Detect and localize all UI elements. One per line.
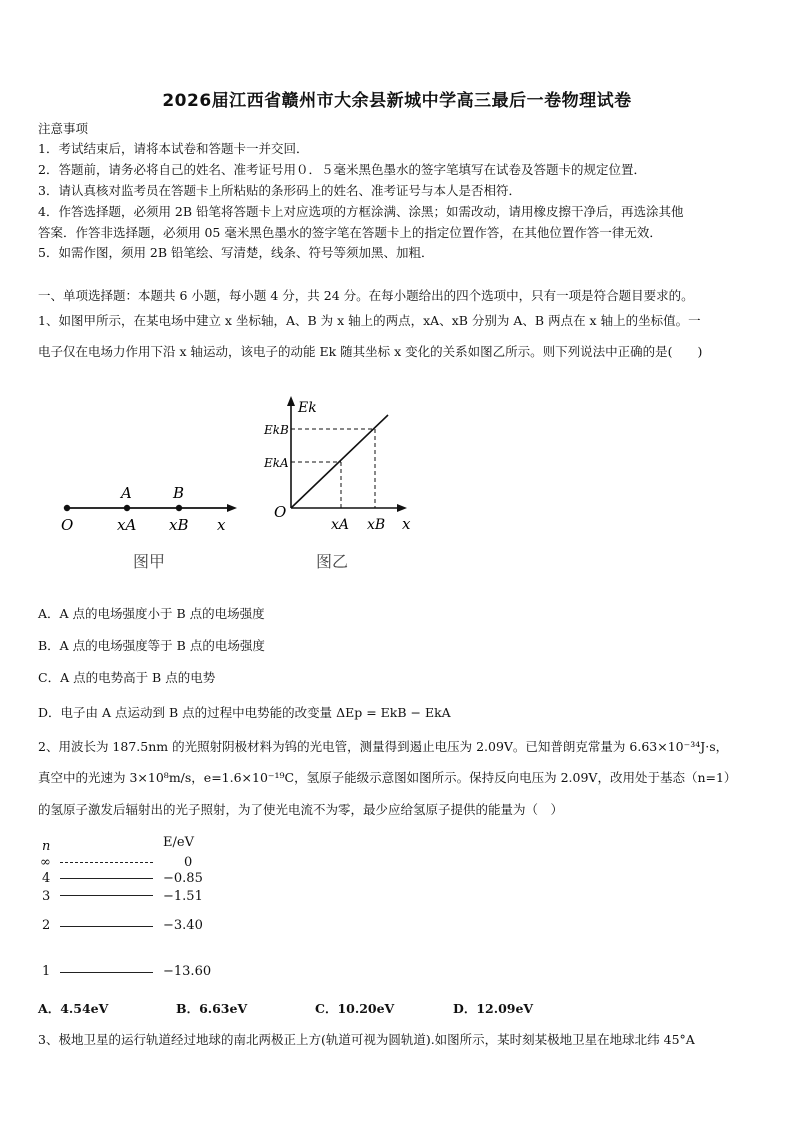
level-energy: −3.40 — [163, 918, 203, 933]
label-ek: Ek — [298, 400, 317, 416]
x-axis-arrow — [397, 504, 407, 512]
notice-item: 5．如需作图，须用 2B 铅笔绘、写清楚，线条、符号等须加黑、加粗． — [38, 245, 434, 260]
option-b: B．6.63eV — [176, 1001, 248, 1016]
level-line-2 — [60, 926, 153, 927]
level-energy: −13.60 — [163, 964, 212, 979]
level-n: 4 — [42, 871, 51, 886]
option-c: C．A 点的电势高于 B 点的电势 — [38, 670, 216, 685]
option-a: A．A 点的电场强度小于 B 点的电场强度 — [38, 606, 265, 621]
x-axis-arrow — [227, 504, 237, 512]
question-2-stem: 2、用波长为 187.5nm 的光照射阴极材料为钨的光电管，测量得到遏止电压为 2.09V。已知普朗克常量为 6.63×10⁻³⁴J·s， — [38, 739, 729, 754]
point-b — [176, 505, 182, 511]
level-line-4 — [60, 878, 153, 879]
level-n: 3 — [42, 889, 51, 904]
option-d: D．12.09eV — [453, 1001, 534, 1016]
level-energy: −0.85 — [163, 871, 203, 886]
notice-item: 1．考试结束后，请将本试卷和答题卡一并交回． — [38, 141, 309, 156]
figure-b-caption: 图乙 — [316, 552, 349, 571]
notice-heading: 注意事项 — [38, 121, 89, 136]
label-x: x — [217, 516, 226, 534]
level-line-infinity — [60, 862, 153, 863]
level-line-1 — [60, 972, 153, 973]
level-energy: −1.51 — [163, 889, 203, 904]
page-title: 2026届江西省赣州市大余县新城中学高三最后一卷物理试卷 — [162, 91, 632, 111]
question-2-stem: 真空中的光速为 3×10⁸m/s，e=1.6×10⁻¹⁹C，氢原子能级示意图如图所示。保持反向电压为 2.09V，改用处于基态（n=1） — [38, 770, 737, 785]
notice-item: 答案．作答非选择题，必须用 05 毫米黑色墨水的签字笔在答题卡上的指定位置作答，在其他位置作答一律无效． — [38, 225, 662, 240]
label-o: O — [274, 503, 287, 521]
figure-a-caption: 图甲 — [133, 552, 166, 571]
question-1-stem: 1、如图甲所示，在某电场中建立 x 坐标轴，A、B 为 x 轴上的两点，xA、xB 分别为 A、B 两点在 x 轴上的坐标值。一 — [38, 313, 701, 328]
option-c: C．10.20eV — [315, 1001, 395, 1016]
question-3-stem: 3、极地卫星的运行轨道经过地球的南北两极正上方(轨道可视为圆轨道).如图所示，某时刻某极地卫星在地球北纬 45°A — [38, 1032, 695, 1047]
figure-a — [50, 478, 250, 578]
label-a: A — [121, 484, 132, 502]
level-line-3 — [60, 895, 153, 896]
question-1-stem: 电子仅在电场力作用下沿 x 轴运动，该电子的动能 Ek 随其坐标 x 变化的关系如图乙所示。则下列说法中正确的是( ) — [38, 344, 703, 359]
section-heading: 一、单项选择题：本题共 6 小题，每小题 4 分，共 24 分。在每小题给出的四个选项中，只有一项是符合题目要求的。 — [38, 288, 694, 303]
notice-item: 2．答题前，请务必将自己的姓名、准考证号用０．５毫米黑色墨水的签字笔填写在试卷及答题卡的规定位置． — [38, 162, 646, 177]
figure-b — [262, 396, 422, 580]
notice-item: 4．作答选择题，必须用 2B 铅笔将答题卡上对应选项的方框涂满、涂黑；如需改动，请用橡皮擦干净后，再选涂其他 — [38, 204, 684, 219]
option-a: A．4.54eV — [38, 1001, 109, 1016]
label-o: O — [61, 516, 74, 534]
y-axis-arrow — [287, 396, 295, 406]
label-xa: xA — [331, 517, 350, 533]
label-xb: xB — [169, 516, 189, 534]
question-2-stem: 的氢原子激发后辐射出的光子照射，为了使光电流不为零，最少应给氢原子提供的能量为（ ） — [38, 802, 564, 817]
level-n: ∞ — [40, 855, 51, 870]
label-b: B — [173, 484, 185, 502]
n-label: n — [42, 839, 51, 854]
label-eka: EkA — [264, 456, 289, 470]
energy-unit-label: E/eV — [163, 835, 194, 850]
label-xa: xA — [117, 516, 137, 534]
option-d: D．电子由 A 点运动到 B 点的过程中电势能的改变量 ΔEp = EkB − EkA — [38, 705, 451, 720]
point-a — [124, 505, 130, 511]
label-ekb: EkB — [264, 423, 289, 437]
notice-item: 3．请认真核对监考员在答题卡上所粘贴的条形码上的姓名、准考证号与本人是否相符． — [38, 183, 521, 198]
level-n: 2 — [42, 918, 51, 933]
level-n: 1 — [42, 964, 51, 979]
label-x: x — [402, 515, 411, 533]
level-energy: 0 — [184, 855, 193, 870]
point-o — [64, 505, 70, 511]
label-xb: xB — [367, 517, 386, 533]
option-b: B．A 点的电场强度等于 B 点的电场强度 — [38, 638, 265, 653]
